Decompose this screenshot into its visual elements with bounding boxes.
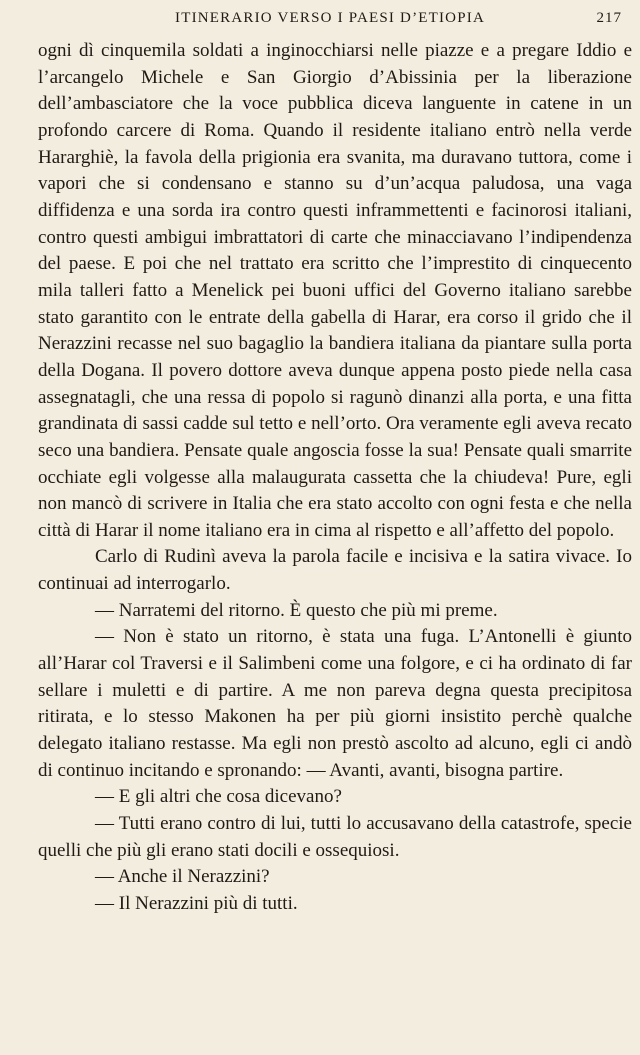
- running-title: ITINERARIO VERSO I PAESI D’ETIOPIA: [175, 10, 485, 26]
- dialogue-line: — Tutti erano contro di lui, tutti lo accusavano della catastrofe, specie quelli che più gli erano stati docili e ossequiosi.: [38, 813, 632, 861]
- dialogue-line: — Non è stato un ritorno, è stata una fuga. L’Antonelli è giunto all’Harar col Traversi e il Salimbeni come una folgore, e ci ha ordinato di far sellare i muletti e di partire. A me non pareva degna questa precipitosa ritirata, e lo stesso Makonen ha per più giorni insistito perchè qualche delegato italiano restasse. Ma egli non prestò ascolto ad alcuno, egli ci andò di continuo incitando e spronando: — Avanti, avanti, bisogna partire.: [38, 626, 632, 781]
- dialogue-line: — Narratemi del ritorno. È questo che più mi preme.: [95, 599, 498, 621]
- dialogue-line: — Anche il Nerazzini?: [95, 866, 270, 888]
- body-text: [38, 38, 632, 918]
- paragraph: ogni dì cinquemila soldati a inginocchiarsi nelle piazze e a pregare Iddio e l’arcangelo Michele e San Giorgio d’Abissinia per la liberazione dell’ambasciatore che la voce pubblica diceva languente in catene in un profondo carcere di Roma. Quando il residente italiano entrò nella verde Hararghiè, la favola della prigionia era svanita, ma duravano tuttora, come i vapori che si condensano e stanno su d’un’acqua paludosa, una vaga diffidenza e una sorda ira contro questi inframmettenti e facinorosi italiani, contro questi ambigui imbrattatori di carte che minacciavano l’indipendenza del paese. E poi che nel trattato era scritto che l’imprestito di cinquecento mila talleri fatto a Menelick pei buoni uffici del Governo italiano sarebbe stato garantito con le entrate della gabella di Harar, era corso il grido che il Nerazzini recasse nel suo bagaglio la bandiera italiana da piantare sulla porta della Dogana. Il povero dottore aveva dunque appena posto piede nella casa assegnatagli, che una ressa di popolo si ragunò dinanzi alla porta, e una fitta grandinata di sassi cadde sul tetto e nell’orto. Ora veramente egli aveva recato seco una bandiera. Pensate quale angoscia fosse la sua! Pensate quali smarrite occhiate egli volgesse alla malaugurata cassetta che la chiudeva! Pure, egli non mancò di scrivere in Italia che era stato accolto con ogni festa e che nella città di Harar il nome italiano era in cima al rispetto e all’affetto del popolo.: [38, 40, 632, 541]
- dialogue-line: — E gli altri che cosa dicevano?: [95, 786, 342, 808]
- running-head: [38, 10, 622, 30]
- dialogue-line: — Il Nerazzini più di tutti.: [95, 893, 298, 914]
- paragraph: Carlo di Rudinì aveva la parola facile e incisiva e la satira vivace. Io continuai ad interrogarlo.: [38, 546, 632, 595]
- page-number: 217: [596, 10, 622, 26]
